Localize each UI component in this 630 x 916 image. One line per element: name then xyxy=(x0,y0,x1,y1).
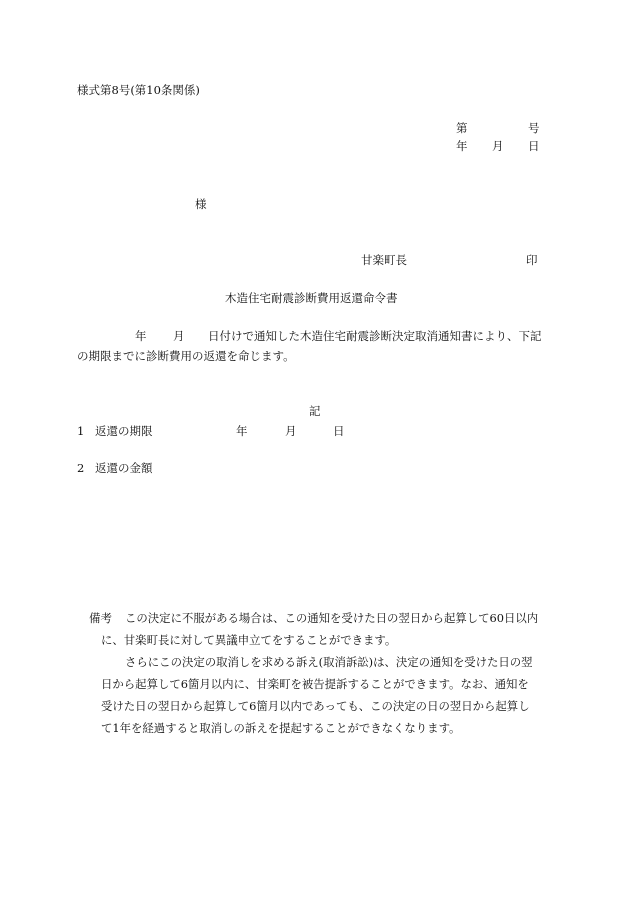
body-line-2: の期限までに診断費用の返還を命じます。 xyxy=(77,349,295,363)
remarks-line-5: 受けた日の翌日から起算して6箇月以内であっても、この決定の日の翌日から起算し xyxy=(101,699,530,713)
date-year-label: 年 xyxy=(456,139,468,153)
item-1-year: 年 xyxy=(236,424,248,438)
item-2-number: 2 xyxy=(77,461,85,475)
remarks-line-6: て1年を経過すると取消しの訴えを提起することができなくなります。 xyxy=(101,721,461,735)
remarks-label: 備考 xyxy=(89,611,112,625)
number-suffix: 号 xyxy=(528,121,540,135)
document-title: 木造住宅耐震診断費用返還命令書 xyxy=(225,291,398,305)
item-1-day: 日 xyxy=(333,424,345,438)
item-1-number: 1 xyxy=(77,424,85,438)
date-month-label: 月 xyxy=(492,139,504,153)
body-year-label: 年 xyxy=(135,329,147,343)
ki-heading: 記 xyxy=(309,404,321,418)
body-month-label: 月 xyxy=(173,329,185,343)
addressee-honorific: 様 xyxy=(195,197,207,211)
number-prefix: 第 xyxy=(456,121,468,135)
item-1-label: 返還の期限 xyxy=(95,424,153,438)
date-day-label: 日 xyxy=(528,139,540,153)
form-reference: 様式第8号(第10条関係) xyxy=(77,83,200,97)
remarks-line-3: さらにこの決定の取消しを求める訴え(取消訴訟)は、決定の通知を受けた日の翌 xyxy=(125,655,533,669)
remarks-line-4: 日から起算して6箇月以内に、甘楽町を被告提訴することができます。なお、通知を xyxy=(101,677,529,691)
issuer-name: 甘楽町長 xyxy=(361,253,407,267)
item-2-label: 返還の金額 xyxy=(95,461,153,475)
body-line-1: 日付けで通知した木造住宅耐震診断決定取消通知書により、下記 xyxy=(208,329,542,343)
item-1-month: 月 xyxy=(285,424,297,438)
remarks-line-2: に、甘楽町長に対して異議申立てをすることができます。 xyxy=(101,633,397,647)
remarks-line-1: この決定に不服がある場合は、この通知を受けた日の翌日から起算して60日以内 xyxy=(125,611,539,625)
seal-mark: 印 xyxy=(526,253,538,267)
